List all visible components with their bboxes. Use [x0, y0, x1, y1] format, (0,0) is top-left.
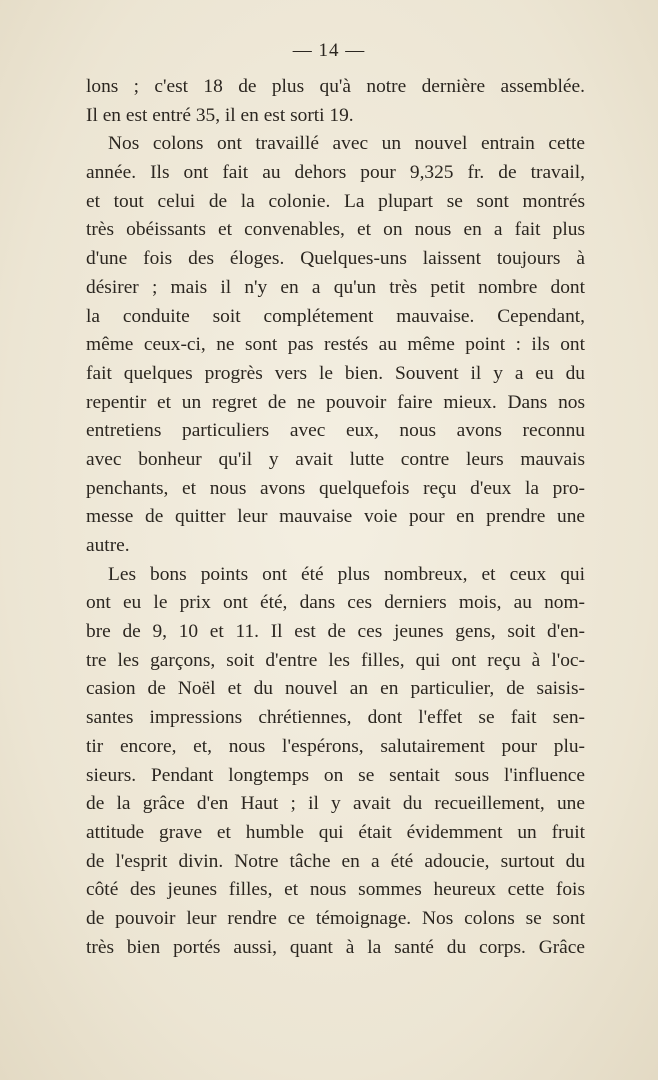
text-line: fait quelques progrès vers le bien. Souvent il y a eu du: [86, 362, 585, 384]
text-line: de la grâce d'en Haut ; il y avait du recueillement, une: [86, 793, 585, 815]
text-line: Il en est entré 35, il en est sorti 19.: [86, 104, 354, 126]
text-line: attitude grave et humble qui était évidemment un fruit: [86, 821, 585, 843]
text-line: avec bonheur qu'il y avait lutte contre leurs mauvais: [86, 448, 585, 470]
text-line: bre de 9, 10 et 11. Il est de ces jeunes gens, soit d'en-: [86, 621, 585, 643]
page-number-header: — 14 —: [292, 40, 366, 61]
text-line: et tout celui de la colonie. La plupart se sont montrés: [86, 190, 585, 212]
text-line: Les bons points ont été plus nombreux, et ceux qui: [108, 563, 585, 585]
text-line: lons ; c'est 18 de plus qu'à notre dernière assemblée.: [86, 76, 585, 97]
text-line: de l'esprit divin. Notre tâche en a été adoucie, surtout du: [86, 850, 585, 872]
text-line: ont eu le prix ont été, dans ces derniers mois, au nom-: [86, 592, 585, 614]
text-line: entretiens particuliers avec eux, nous avons reconnu: [86, 420, 585, 442]
text-line: sieurs. Pendant longtemps on se sentait sous l'influence: [86, 764, 585, 786]
text-line: Nos colons ont travaillé avec un nouvel entrain cette: [108, 133, 585, 155]
text-line: autre.: [86, 535, 130, 556]
text-line: très obéissants et convenables, et on nous en a fait plus: [86, 219, 585, 241]
text-line: désirer ; mais il n'y en a qu'un très petit nombre dont: [86, 276, 585, 298]
text-line: même ceux-ci, ne sont pas restés au même point : ils ont: [86, 334, 585, 356]
body-text: [86, 73, 585, 962]
text-line: casion de Noël et du nouvel an en particulier, de saisis-: [86, 678, 585, 700]
text-line: côté des jeunes filles, et nous sommes heureux cette fois: [86, 879, 585, 901]
text-line: année. Ils ont fait au dehors pour 9,325 fr. de travail,: [86, 162, 585, 184]
text-line: repentir et un regret de ne pouvoir faire mieux. Dans nos: [86, 391, 585, 413]
text-line: santes impressions chrétiennes, dont l'effet se fait sen-: [86, 707, 585, 729]
text-line: d'une fois des éloges. Quelques-uns laissent toujours à: [86, 248, 585, 270]
text-line: penchants, et nous avons quelquefois reçu d'eux la pro-: [86, 477, 585, 499]
text-line: de pouvoir leur rendre ce témoignage. Nos colons se sont: [86, 907, 585, 929]
text-line: tre les garçons, soit d'entre les filles, qui ont reçu à l'oc-: [86, 649, 585, 671]
text-line: messe de quitter leur mauvaise voie pour en prendre une: [86, 506, 585, 528]
text-line: très bien portés aussi, quant à la santé du corps. Grâce: [86, 936, 585, 958]
text-line: tir encore, et, nous l'espérons, salutairement pour plu-: [86, 735, 585, 757]
text-line: la conduite soit complétement mauvaise. Cependant,: [86, 305, 585, 327]
